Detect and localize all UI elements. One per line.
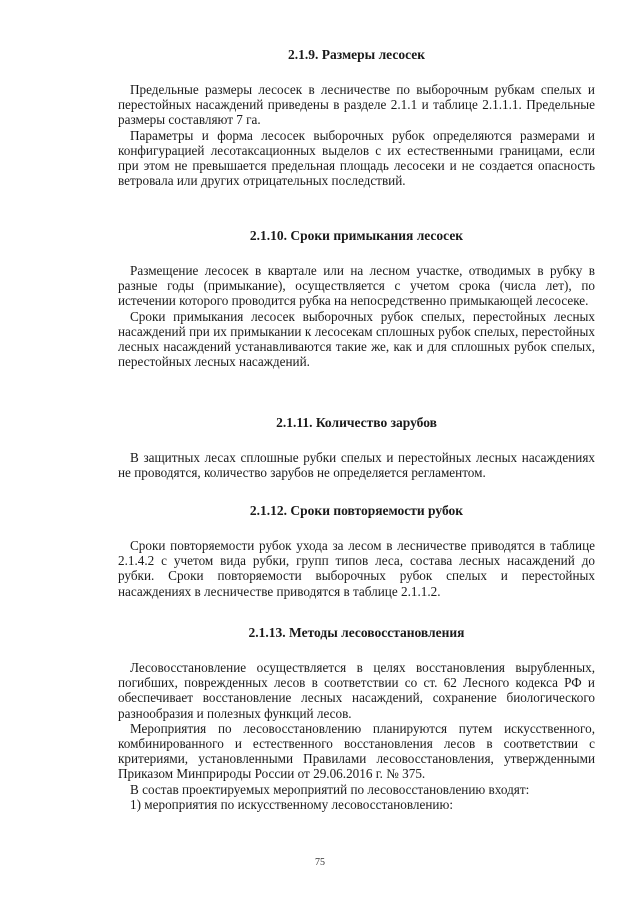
paragraph: Сроки примыкания лесосек выборочных рубок спелых, перестойных лесных насаждений при их примыкании к лесосекам сплошных рубок спелых, перестойных лесных насаждений устанавливаются такие же, как и для сплошных рубок спелых, перестойных лесных насаждений. [118, 308, 595, 370]
section-2-1-9 [118, 46, 595, 188]
section-title: 2.1.12. Сроки повторяемости рубок [249, 503, 464, 518]
section-2-1-12 [118, 502, 595, 599]
page-number: 75 [315, 857, 325, 868]
paragraph: Мероприятия по лесовосстановлению планируются путем искусственного, комбинированного и естественного восстановления лесов в соответствии с критериями, установленными Правилами лесовосстановления, утвержденными Приказом Минприроды России от 29.06.2016 г. № 375. [118, 720, 595, 782]
paragraph: Лесовосстановление осуществляется в целях восстановления вырубленных, погибших, поврежденных лесов в соответствии со ст. 62 Лесного кодекса РФ и обеспечивает восстановление лесных насаждений, сохранение биологического разнообразия и полезных функций лесов. [118, 660, 595, 721]
list-item: 1) мероприятия по искусственному лесовосстановлению: [130, 796, 453, 812]
paragraph: Предельные размеры лесосек в лесничестве по выборочным рубкам спелых и перестойных насаждений приведены в разделе 2.1.1 и таблице 2.1.1.1. Предельные размеры составляют 7 га. [118, 82, 595, 128]
section-title: 2.1.9. Размеры лесосек [288, 47, 425, 62]
paragraph: Параметры и форма лесосек выборочных рубок определяются размерами и конфигурацией лесотаксационных выделов с их естественными границами, если при этом не превышается предельная площадь лесосеки и не создается опасность ветровала или других отрицательных последствий. [118, 127, 595, 189]
paragraph: В состав проектируемых мероприятий по лесовосстановлению входят: [130, 781, 530, 797]
section-2-1-10 [118, 227, 595, 369]
section-title: 2.1.11. Количество зарубов [276, 415, 437, 430]
paragraph: Сроки повторяемости рубок ухода за лесом в лесничестве приводятся в таблице 2.1.4.2 с учетом вида рубки, групп типов леса, состава лесных насаждений до рубки. Сроки повторяемости выборочных рубок спелых и перестойных насаждениях в лесничестве приводятся в таблице 2.1.1.2. [118, 538, 595, 599]
section-title: 2.1.13. Методы лесовосстановления [248, 625, 465, 640]
section-2-1-13 [118, 624, 595, 812]
section-2-1-11 [118, 414, 595, 480]
section-title: 2.1.10. Сроки примыкания лесосек [249, 228, 464, 243]
paragraph: В защитных лесах сплошные рубки спелых и перестойных лесных насаждениях не проводятся, количество зарубов не определяется регламентом. [118, 450, 595, 481]
paragraph: Размещение лесосек в квартале или на лесном участке, отводимых в рубку в разные годы (примыкание), осуществляется с учетом срока (числа лет), по истечении которого проводится рубка на непосредственно примыкающей лесосеке. [118, 263, 595, 309]
